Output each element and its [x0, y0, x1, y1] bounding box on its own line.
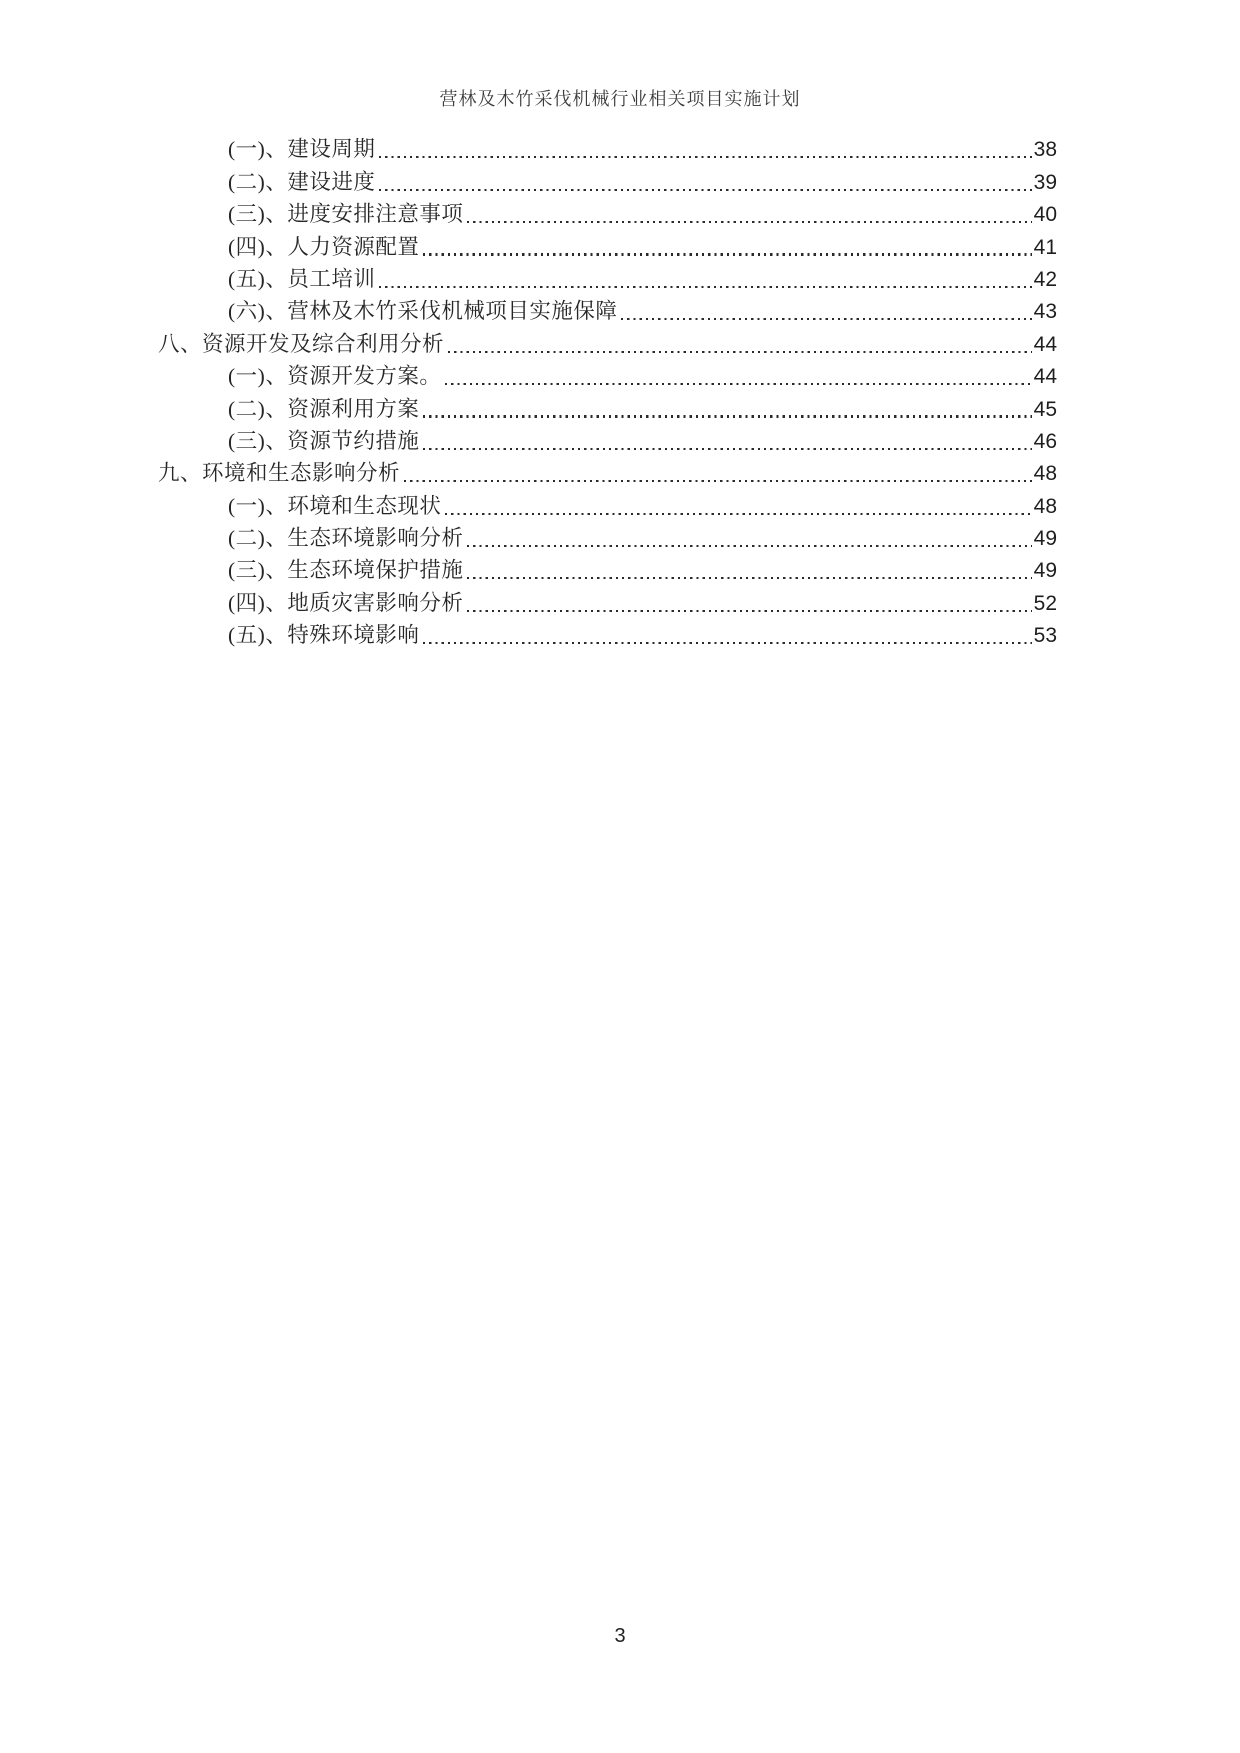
- toc-entry[interactable]: [158, 198, 1057, 230]
- toc-entry-page-number: 44: [1033, 365, 1057, 389]
- toc-entry[interactable]: [158, 425, 1057, 457]
- toc-dot-leader: [379, 156, 1031, 158]
- toc-entry-page-number: 38: [1033, 138, 1057, 162]
- toc-entry-page-number: 49: [1033, 559, 1057, 583]
- toc-entry-title: (四)、人力资源配置: [228, 234, 420, 259]
- toc-entry-page-number: 46: [1033, 429, 1057, 453]
- toc-entry-title: 八、资源开发及综合利用分析: [158, 331, 445, 356]
- toc-dot-leader: [379, 189, 1031, 191]
- toc-entry[interactable]: [158, 263, 1057, 295]
- toc-entry-title: (三)、生态环境保护措施: [228, 558, 464, 583]
- toc-entry-title: (一)、建设周期: [228, 137, 376, 162]
- toc-dot-leader: [423, 415, 1031, 417]
- toc-entry-page-number: 48: [1033, 462, 1057, 486]
- toc-entry-title: (五)、特殊环境影响: [228, 623, 420, 648]
- toc-dot-leader: [467, 221, 1031, 223]
- toc-entry-title: (二)、建设进度: [228, 169, 376, 194]
- toc-entry-page-number: 41: [1033, 235, 1057, 259]
- document-header-title: 营林及木竹采伐机械行业相关项目实施计划: [439, 89, 801, 109]
- toc-entry[interactable]: [158, 165, 1057, 197]
- toc-entry-page-number: 53: [1033, 624, 1057, 648]
- toc-dot-leader: [448, 351, 1032, 353]
- toc-dot-leader: [467, 610, 1031, 612]
- toc-dot-leader: [621, 318, 1031, 320]
- toc-entry[interactable]: [158, 554, 1057, 586]
- toc-entry[interactable]: [158, 133, 1057, 165]
- toc-entry-title: (三)、进度安排注意事项: [228, 202, 464, 227]
- toc-entry-title: (五)、员工培训: [228, 266, 376, 291]
- toc-entry[interactable]: [158, 457, 1057, 489]
- toc-dot-leader: [379, 286, 1031, 288]
- toc-entry[interactable]: [158, 230, 1057, 262]
- toc-entry-title: 九、环境和生态影响分析: [158, 461, 401, 486]
- toc-entry[interactable]: [158, 392, 1057, 424]
- toc-entry-page-number: 42: [1033, 267, 1057, 291]
- toc-dot-leader: [423, 253, 1031, 255]
- toc-entry-title: (一)、环境和生态现状: [228, 493, 442, 518]
- toc-entry[interactable]: [158, 522, 1057, 554]
- toc-entry-title: (六)、营林及木竹采伐机械项目实施保障: [228, 299, 618, 324]
- toc-entry-page-number: 49: [1033, 527, 1057, 551]
- toc-entry-page-number: 44: [1033, 332, 1057, 356]
- toc-entry[interactable]: [158, 295, 1057, 327]
- toc-entry[interactable]: [158, 586, 1057, 618]
- toc-dot-leader: [404, 480, 1032, 482]
- footer-page-number: 3: [614, 1625, 626, 1647]
- toc-entry[interactable]: [158, 360, 1057, 392]
- toc-dot-leader: [423, 642, 1031, 644]
- toc-entry[interactable]: [158, 327, 1057, 359]
- toc-entry-title: (二)、资源利用方案: [228, 396, 420, 421]
- toc-dot-leader: [445, 383, 1031, 385]
- toc-entry-page-number: 45: [1033, 397, 1057, 421]
- toc-entry-page-number: 40: [1033, 203, 1057, 227]
- toc-entry-page-number: 48: [1033, 494, 1057, 518]
- toc-entry-title: (三)、资源节约措施: [228, 428, 420, 453]
- toc-entry-title: (二)、生态环境影响分析: [228, 526, 464, 551]
- toc-entry-page-number: 52: [1033, 591, 1057, 615]
- toc-entry[interactable]: [158, 489, 1057, 521]
- toc-entry[interactable]: [158, 619, 1057, 651]
- table-of-contents: [158, 133, 1057, 651]
- toc-dot-leader: [445, 513, 1031, 515]
- toc-entry-page-number: 39: [1033, 170, 1057, 194]
- toc-dot-leader: [467, 545, 1031, 547]
- toc-dot-leader: [467, 577, 1031, 579]
- toc-entry-title: (一)、资源开发方案。: [228, 364, 442, 389]
- toc-dot-leader: [423, 448, 1031, 450]
- toc-entry-title: (四)、地质灾害影响分析: [228, 590, 464, 615]
- toc-entry-page-number: 43: [1033, 300, 1057, 324]
